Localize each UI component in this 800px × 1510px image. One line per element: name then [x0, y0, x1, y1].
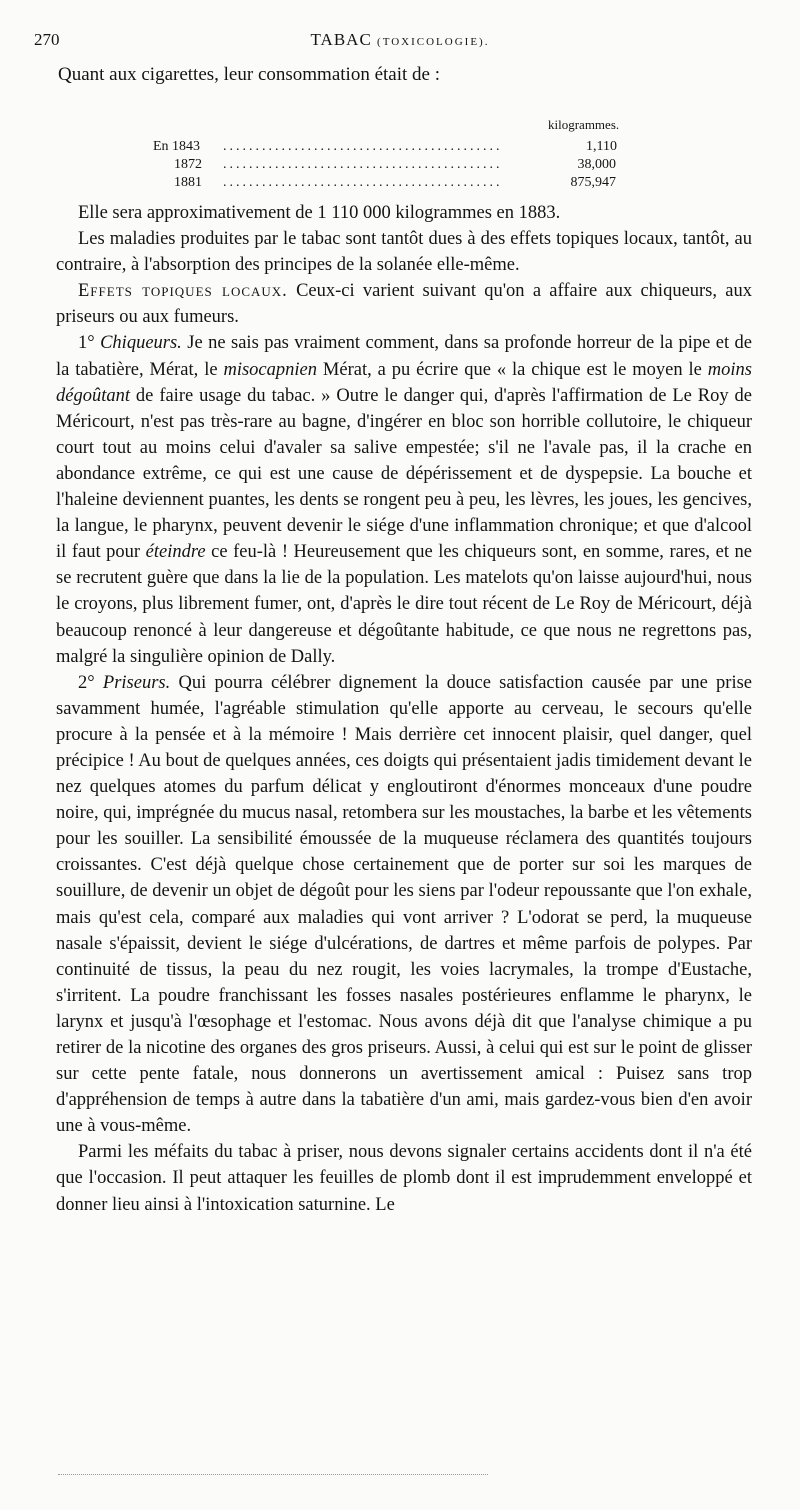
emphasis-text: moins dégoûtant [56, 359, 752, 406]
table-row [174, 156, 620, 174]
paragraph-text: ce feu-là ! Heureusement que les chiqueurs sont, en somme, rares, et ne se recrutent guère que dans la lie de la population. Les matelots qu'on laisse aujourd'hui, nous le croyons, plus librement fumer, ont, d'après le dire tout récent de Le Roy de Méricourt, déjà beaucoup renoncé à leur dangereuse et dégoûtante habitude, ce que nous ne regrettons pas, malgré la singulière opinion de Dally. [56, 542, 752, 667]
table-year: 1872 [174, 157, 202, 172]
section-heading: Priseurs. [102, 672, 171, 693]
paragraph-text: Ceux-ci varient suivant qu'on a affaire aux chiqueurs, aux priseurs ou aux fumeurs. [56, 281, 752, 328]
paragraph: Elle sera approximativement de 1 110 000 kilogrammes en 1883. [78, 203, 561, 223]
running-title-main: TABAC [310, 30, 372, 49]
table-value: 875,947 [570, 175, 616, 190]
body-text [56, 200, 752, 1218]
table-dot-leader: ........................................... [223, 175, 503, 190]
footer-rule [58, 1474, 488, 1475]
table-value: 38,000 [577, 157, 616, 172]
paragraph [56, 670, 752, 1140]
paragraph [56, 330, 752, 669]
emphasis-text: misocapnien [223, 359, 317, 380]
table-year: 1881 [174, 175, 202, 190]
item-number: 1° [78, 333, 101, 354]
table-row [153, 138, 623, 156]
paragraph-text: Qui pourra célébrer dignement la douce satisfaction causée par une prise savamment humée, l'agréable stimulation qu'elle apporte au cerveau, le secours qu'elle procure à la pensée et à la mémoire ! Mais derrière cet innocent plaisir, quel danger, quel précipice ! Au bout de quelques années, ces doigts qui présentaient jadis timidement devant le nez quelques atomes du parfum délicat y engloutiront d'énormes monceaux d'une poudre noire, qui, imprégnée du mucus nasal, retombera sur les moustaches, la barbe et les vêtements pour les souiller. La sensibilité émoussée de la muqueuse réclamera des quantités toujours croissantes. C'est déjà quelque chose certainement que de porter sur soi les marques de souillure, de devenir un objet de dégoût pour les siens par l'odeur repoussante que l'on exhale, mais qu'est cela, comparé aux maladies qui vont arriver ? L'odorat se perd, la muqueuse nasale s'épaissit, devient le siége d'ulcérations, de dartres et même parfois de polypes. Par continuité de tissus, la peau du nez rougit, les voies lacrymales, la trompe d'Eustache, s'irritent. La poudre franchissant les fosses nasales postérieures enflamme le pharynx, le larynx et jusqu'à l'œsophage et l'estomac. Nous avons déjà dit que l'analyse chimique a pu retirer de la nicotine des organes des gros priseurs. Aussi, à celui qui est sur le point de glisser sur cette pente fatale, nous donnerons un avertissement amical : Puisez sans trop d'appréhension de temps à autre dans la tabatière d'un ami, mais gardez-vous bien d'en avoir une à vous-même. [56, 672, 753, 1137]
table-value: 1,110 [586, 139, 617, 154]
section-heading: Effets topiques locaux. [78, 281, 288, 302]
table-row [174, 174, 620, 192]
page-header [34, 30, 766, 54]
paragraph: Parmi les méfaits du tabac à priser, nous devons signaler certains accidents dont il n'a été que l'occasion. Il peut attaquer les feuilles de plomb dont il est imprudemment enveloppé et donner lieu ainsi à l'intoxication saturnine. Le [56, 1142, 752, 1215]
paragraph-text: Mérat, a pu écrire que « la chique est le moyen le [317, 359, 708, 380]
running-title [34, 30, 766, 50]
paragraph-text: Je ne sais pas vraiment comment, dans sa profonde horreur de la pipe et de la tabatière, Mérat, le [56, 333, 752, 380]
section-heading: Chiqueurs. [100, 333, 182, 354]
table-dot-leader: ........................................... [223, 157, 503, 172]
running-title-sub: (TOXICOLOGIE). [377, 36, 490, 48]
table-dot-leader: ........................................... [223, 139, 503, 154]
paragraph: Les maladies produites par le tabac sont tantôt dues à des effets topiques locaux, tantôt, au contraire, à l'absorption des principes de la solanée elle-même. [56, 229, 752, 276]
table-unit: kilogrammes. [548, 117, 620, 132]
paragraph [56, 278, 752, 330]
paragraph-text: de faire usage du tabac. » Outre le danger qui, d'après l'affirmation de Le Roy de Méricourt, n'est pas très-rare au bagne, d'ingérer en bloc son horrible collutoire, le chiqueur court tout au moins celui d'avaler sa salive empestée; s'il ne l'avale pas, il la crache en abondance extrême, ce qui est une cause de dépérissement et de dyspepsie. La bouche et l'haleine deviennent puantes, les dents se rongent peu à peu, les lèvres, les joues, les gencives, la langue, le pharynx, peuvent devenir le siége d'une inflammation chronique; et que d'alcool il faut pour [56, 385, 752, 563]
item-number: 2° [78, 672, 103, 693]
emphasis-text: éteindre [145, 542, 206, 563]
table-year: En 1843 [153, 139, 201, 154]
page-number: 270 [34, 30, 60, 49]
intro-line: Quant aux cigarettes, leur consommation était de : [58, 64, 440, 85]
